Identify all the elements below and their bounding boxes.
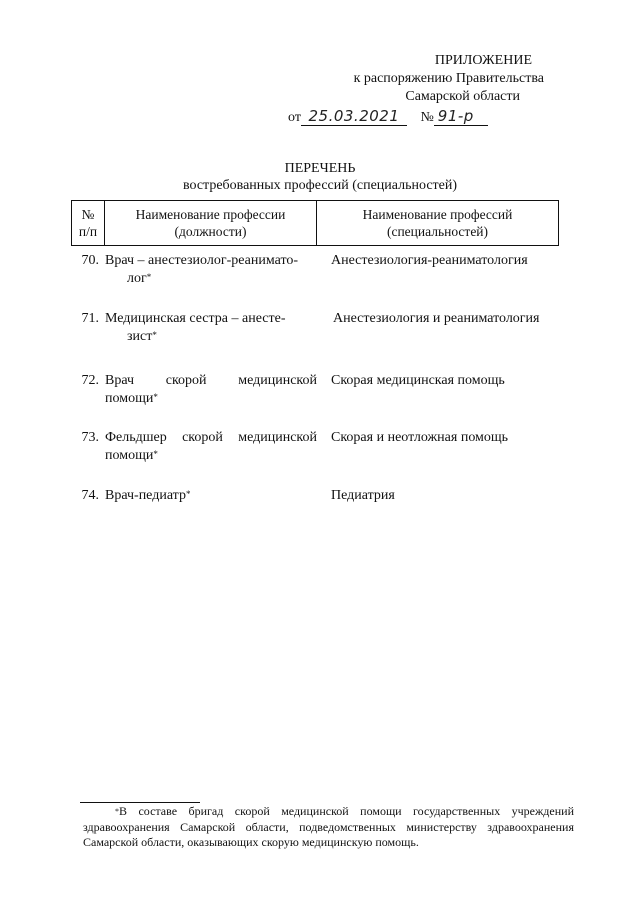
profession-line: Фельдшер скорой медицинской bbox=[105, 430, 317, 445]
appendix-line-order: к распоряжению Правительства bbox=[353, 71, 544, 86]
profession-line: помощи bbox=[105, 391, 154, 406]
header-num-text: № п/п bbox=[78, 207, 98, 239]
row-specialty: Скорая медицинская помощь bbox=[331, 373, 505, 388]
row-number: 73. bbox=[81, 430, 99, 445]
row-number: 72. bbox=[81, 373, 99, 388]
appendix-block bbox=[284, 52, 544, 129]
profession-line: лог bbox=[127, 271, 147, 286]
header-specialty bbox=[317, 201, 558, 245]
footnote-marker: * bbox=[185, 489, 191, 499]
row-number: 70. bbox=[81, 253, 99, 268]
appendix-title: ПРИЛОЖЕНИЕ bbox=[434, 53, 532, 68]
row-specialty: Педиатрия bbox=[331, 488, 395, 503]
number-label: № bbox=[420, 110, 434, 125]
footnote-marker: * bbox=[152, 330, 157, 340]
row-specialty: Скорая и неотложная помощь bbox=[331, 430, 509, 445]
footnote-marker: * bbox=[153, 392, 158, 402]
profession-line: Медицинская сестра – анесте- bbox=[105, 311, 286, 326]
header-num bbox=[72, 201, 105, 245]
row-specialty: Анестезиология и реаниматология bbox=[333, 311, 540, 326]
appendix-line-region: Самарской области bbox=[405, 89, 520, 104]
profession-line: зист bbox=[127, 329, 153, 344]
row-number: 74. bbox=[81, 488, 99, 503]
profession-line: Врач скорой медицинской bbox=[105, 373, 317, 388]
footnote-marker: * bbox=[115, 807, 119, 816]
table-header bbox=[71, 200, 559, 246]
footnote-text: В составе бригад скорой медицинской помощи государственных учреждений здравоохранения Самарской области, подведомственных министерству здравоохранения Самарской области, оказывающих скорую медицинскую помощь. bbox=[83, 804, 574, 849]
footnote-marker: * bbox=[146, 272, 152, 282]
title-subheading: востребованных профессий (специальностей) bbox=[182, 178, 458, 193]
title-heading: ПЕРЕЧЕНЬ bbox=[284, 161, 356, 176]
header-profession-text: Наименование профессии (должности) bbox=[135, 207, 286, 239]
row-profession bbox=[105, 487, 317, 505]
row-profession bbox=[105, 429, 317, 465]
footnote-marker: * bbox=[153, 449, 158, 459]
profession-line: Врач-педиатр bbox=[105, 488, 186, 503]
handwritten-number: 91-р bbox=[434, 107, 488, 126]
header-specialty-text: Наименование профессий (специальностей) bbox=[362, 207, 513, 239]
row-profession bbox=[105, 310, 317, 346]
footnote bbox=[83, 804, 574, 851]
header-profession bbox=[105, 201, 317, 245]
row-number: 71. bbox=[81, 311, 99, 326]
date-number-line bbox=[284, 107, 544, 129]
row-profession bbox=[105, 252, 317, 288]
profession-line: помощи bbox=[105, 448, 154, 463]
document-title bbox=[0, 160, 640, 194]
from-label: от bbox=[288, 110, 301, 125]
row-specialty: Анестезиология-реаниматология bbox=[331, 253, 528, 268]
profession-line: Врач – анестезиолог-реанимато- bbox=[105, 253, 299, 268]
footnote-separator bbox=[80, 802, 200, 803]
handwritten-date: 25.03.2021 bbox=[301, 107, 407, 126]
row-profession bbox=[105, 372, 317, 408]
